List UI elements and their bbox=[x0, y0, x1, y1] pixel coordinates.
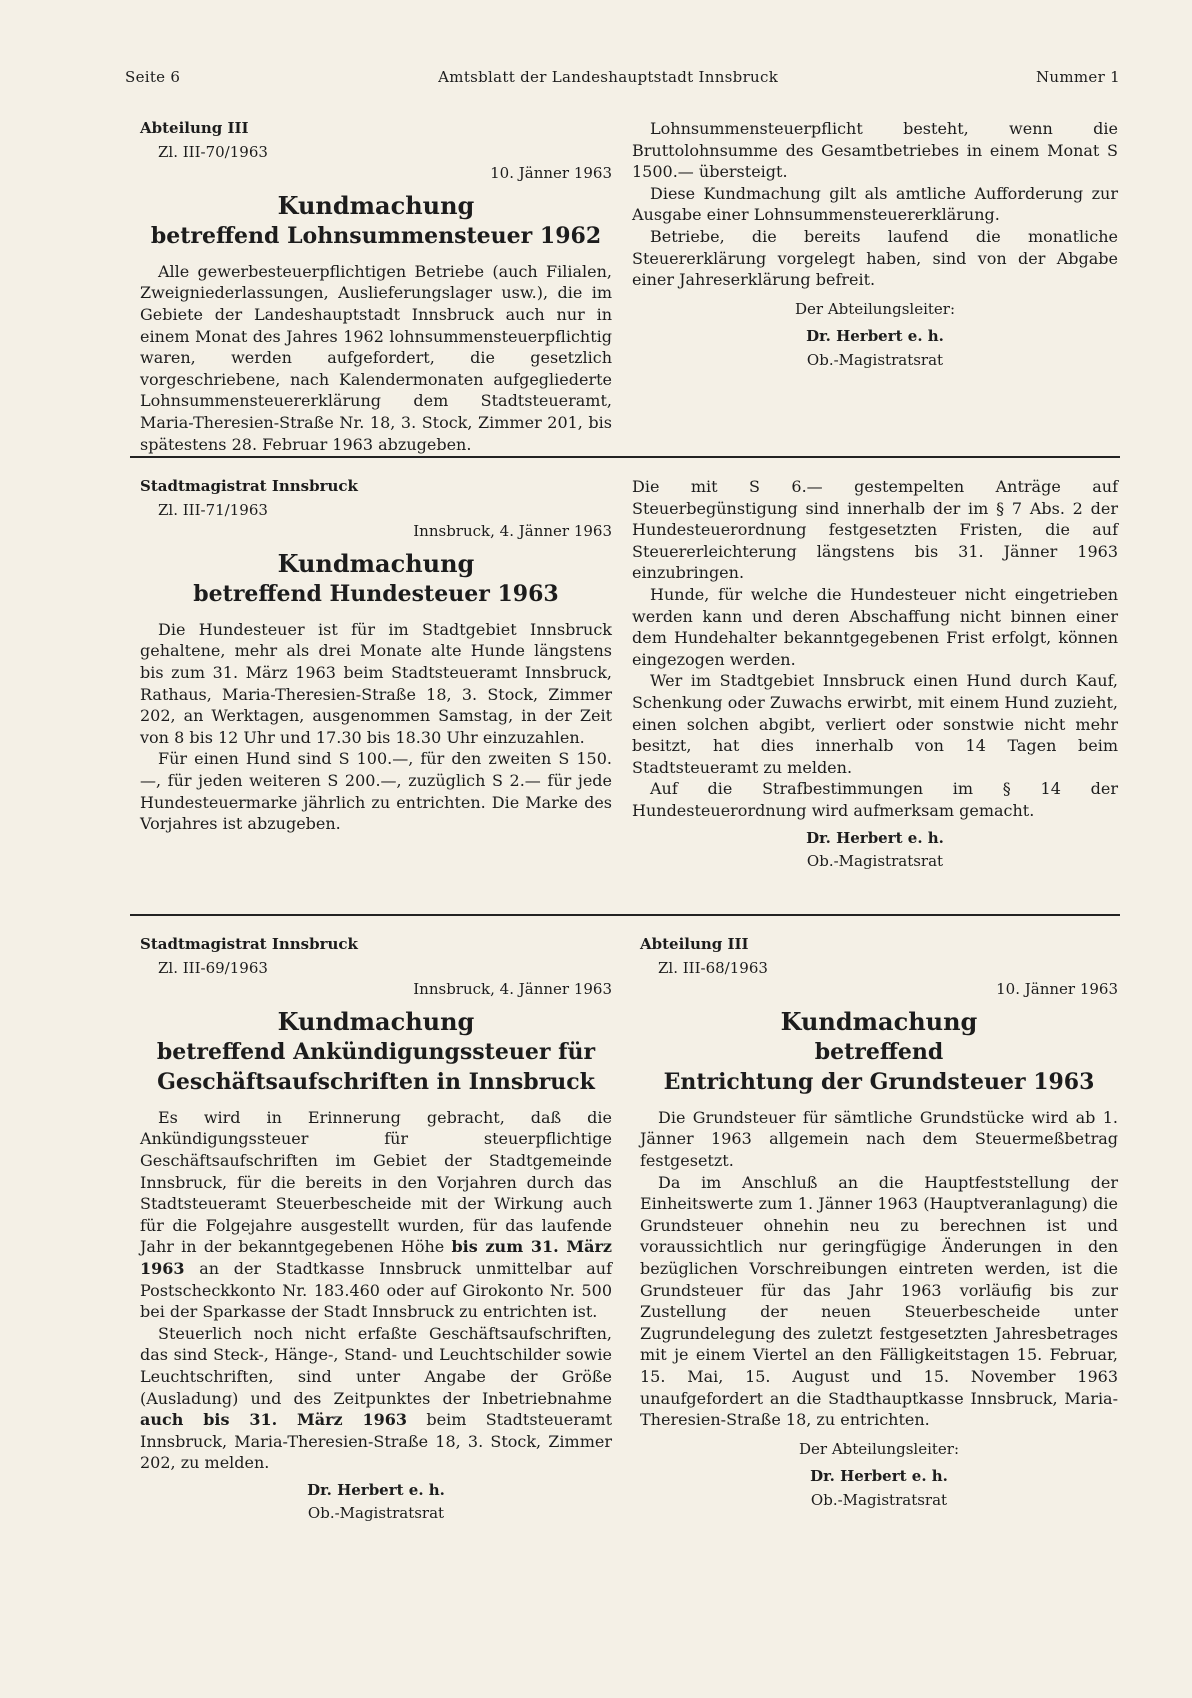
body-paragraph: Betriebe, die bereits laufend die monatliche Steuererklärung vorgelegt haben, sind von der Abgabe einer Jahreserklärung befreit. bbox=[632, 226, 1118, 290]
signature-name: Dr. Herbert e. h. bbox=[806, 327, 944, 346]
reference-number: Zl. III-68/1963 bbox=[658, 958, 768, 977]
reference-number: Zl. III-71/1963 bbox=[158, 500, 268, 519]
body-paragraph: Diese Kundmachung gilt als amtliche Aufforderung zur Ausgabe einer Lohnsummensteuererklärung. bbox=[632, 183, 1118, 225]
divider bbox=[130, 914, 1120, 916]
divider bbox=[130, 456, 1120, 458]
article-grundsteuer bbox=[640, 934, 1118, 1511]
article-title: Kundmachung betreffend Lohnsummensteuer 1962 bbox=[150, 190, 602, 249]
article-title: Kundmachung betreffend Entrichtung der Grundsteuer 1963 bbox=[663, 1006, 1095, 1095]
article-lohnsummensteuer-continued bbox=[632, 118, 1118, 372]
date: Innsbruck, 4. Jänner 1963 bbox=[413, 980, 612, 999]
publication-title: Amtsblatt der Landeshauptstadt Innsbruck bbox=[438, 68, 779, 86]
signature-name: Dr. Herbert e. h. bbox=[810, 1467, 948, 1486]
department: Abteilung III bbox=[140, 119, 249, 137]
body-paragraph: Da im Anschluß an die Hauptfeststellung der Einheitswerte zum 1. Jänner 1963 (Hauptveranlagung) die Grundsteuer ohnehin neu zu berechnen ist und voraussichtlich nur geringfügige Änderungen in den bezüglichen Vorschreibungen eintreten werden, ist die Grundsteuer für das Jahr 1963 vorläufig bis zur Zustellung der neuen Steuerbescheide unter Zugrundelegung des zuletzt festgesetzten Jahresbetrages mit je einem Viertel an den Fälligkeitstagen 15. Februar, 15. Mai, 15. August und 15. November 1963 unaufgefordert an die Stadthauptkasse Innsbruck, Maria-Theresien-Straße 18, zu entrichten. bbox=[640, 1172, 1118, 1430]
issue-number: Nummer 1 bbox=[1036, 68, 1120, 86]
article-hundesteuer-continued bbox=[632, 476, 1118, 873]
signature-title: Ob.-Magistratsrat bbox=[806, 852, 944, 871]
signature-name: Dr. Herbert e. h. bbox=[307, 1480, 445, 1499]
body-paragraph: Es wird in Erinnerung gebracht, daß die Ankündigungssteuer für steuerpflichtige Geschäftsaufschriften im Gebiet der Stadtgemeinde Innsbruck, für die bereits in den Vorjahren durch das Stadtsteueramt Steuerbescheide mit der Wirkung auch für die Folgejahre ausgestellt wurden, für das laufende Jahr in der bekanntgegebenen Höhe bis zum 31. März 1963 an der Stadtkasse Innsbruck unmittelbar auf Postscheckkonto Nr. 183.460 oder auf Girokonto Nr. 500 bei der Sparkasse der Stadt Innsbruck zu entrichten ist. bbox=[140, 1107, 613, 1322]
body-paragraph: Steuerlich noch nicht erfaßte Geschäftsaufschriften, das sind Steck-, Hänge-, Stand- und Leuchtschilder sowie Leuchtschriften, sind unter Angabe der Größe (Ausladung) und des Zeitpunktes der Inbetriebnahme auch bis 31. März 1963 beim Stadtsteueramt Innsbruck, Maria-Theresien-Straße 18, 3. Stock, Zimmer 202, zu melden. bbox=[140, 1323, 612, 1473]
body-paragraph: Auf die Strafbestimmungen im § 14 der Hundesteuerordnung wird aufmerksam gemacht. bbox=[632, 779, 1118, 820]
signature-name: Dr. Herbert e. h. bbox=[806, 828, 944, 847]
department: Abteilung III bbox=[640, 935, 749, 953]
article-lohnsummensteuer bbox=[140, 118, 612, 455]
date: 10. Jänner 1963 bbox=[490, 164, 612, 183]
article-ankuendigungssteuer bbox=[140, 934, 612, 1525]
body-paragraph: Lohnsummensteuerpflicht besteht, wenn die Bruttolohnsumme des Gesamtbetriebes in einem Monat S 1500.— übersteigt. bbox=[632, 119, 1118, 182]
signature-title: Ob.-Magistratsrat bbox=[810, 1490, 948, 1509]
signature-title: Ob.-Magistratsrat bbox=[806, 350, 944, 369]
body-paragraph: Wer im Stadtgebiet Innsbruck einen Hund durch Kauf, Schenkung oder Zuwachs erwirbt, mit einem Hund zuzieht, einen solchen abgibt, verliert oder sonstwie nicht mehr besitzt, hat dies innerhalb von 14 Tagen beim Stadtsteueramt zu melden. bbox=[632, 671, 1118, 777]
reference-number: Zl. III-69/1963 bbox=[158, 958, 268, 977]
body-paragraph: Die Grundsteuer für sämtliche Grundstücke wird ab 1. Jänner 1963 allgemein nach dem Steuermeßbetrag festgesetzt. bbox=[640, 1107, 1118, 1170]
signature-role: Der Abteilungsleiter: bbox=[795, 299, 955, 318]
article-hundesteuer bbox=[140, 476, 612, 835]
date: 10. Jänner 1963 bbox=[996, 980, 1118, 999]
article-title: Kundmachung betreffend Hundesteuer 1963 bbox=[193, 548, 559, 607]
signature-role: Der Abteilungsleiter: bbox=[799, 1439, 959, 1458]
page-number: Seite 6 bbox=[125, 68, 181, 86]
body-paragraph: Für einen Hund sind S 100.—, für den zweiten S 150.—, für jeden weiteren S 200.—, zuzüglich S 2.— für jede Hundesteuermarke jährlich zu entrichten. Die Marke des Vorjahres ist abzugeben. bbox=[140, 749, 612, 834]
body-paragraph: Alle gewerbesteuerpflichtigen Betriebe (auch Filialen, Zweigniederlassungen, Auslieferungslager usw.), die im Gebiete der Landeshauptstadt Innsbruck auch nur in einem Monat des Jahres 1962 lohnsummensteuerpflichtig waren, werden aufgefordert, die gesetzlich vorgeschriebene, nach Kalendermonaten aufgegliederte Lohnsummensteuererklärung dem Stadtsteueramt, Maria-Theresien-Straße Nr. 18, 3. Stock, Zimmer 201, bis spätestens 28. Februar 1963 abzugeben. bbox=[140, 261, 612, 454]
signature-title: Ob.-Magistratsrat bbox=[307, 1504, 445, 1523]
department: Stadtmagistrat Innsbruck bbox=[140, 935, 358, 953]
reference-number: Zl. III-70/1963 bbox=[158, 142, 268, 161]
body-paragraph: Die Hundesteuer ist für im Stadtgebiet Innsbruck gehaltene, mehr als drei Monate alte Hunde längstens bis zum 31. März 1963 beim Stadtsteueramt Innsbruck, Rathaus, Maria-Theresien-Straße 18, 3. Stock, Zimmer 202, an Werktagen, ausgenommen Samstag, in der Zeit von 8 bis 12 Uhr und 17.30 bis 18.30 Uhr einzuzahlen. bbox=[140, 619, 612, 747]
date: Innsbruck, 4. Jänner 1963 bbox=[413, 522, 612, 541]
department: Stadtmagistrat Innsbruck bbox=[140, 477, 358, 495]
body-paragraph: Die mit S 6.— gestempelten Anträge auf Steuerbegünstigung sind innerhalb der im § 7 Abs. 2 der Hundesteuerordnung festgesetzten Fristen, die auf Steuererleichterung längstens bis 31. Jänner 1963 einzubringen. bbox=[632, 477, 1118, 583]
body-paragraph: Hunde, für welche die Hundesteuer nicht eingetrieben werden kann und deren Abschaffung nicht binnen einer dem Hundehalter bekanntgegebenen Frist erfolgt, können eingezogen werden. bbox=[632, 584, 1118, 669]
page-header bbox=[125, 68, 1120, 86]
article-title: Kundmachung betreffend Ankündigungssteuer für Geschäftsaufschriften in Innsbruck bbox=[156, 1006, 596, 1095]
